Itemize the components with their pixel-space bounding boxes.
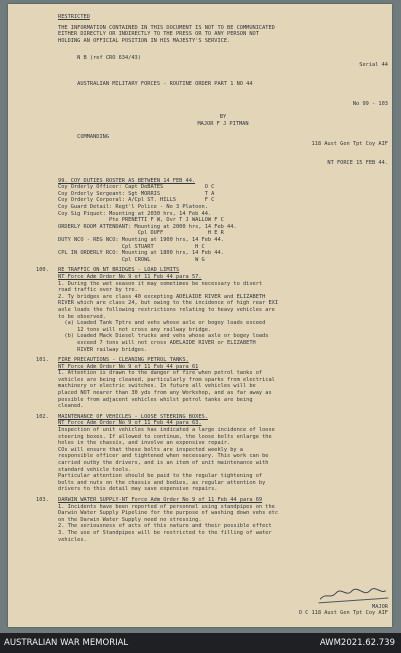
paragraph-line: vehicles are being cleaned, particularly from sparks from electrical — [58, 376, 275, 383]
duty-line: Coy Guard Detail: Regt'l Police - No 3 Platoon. — [58, 204, 208, 211]
unit-name: 118 Aust Gen Tpt Coy AIF — [311, 140, 388, 147]
paragraph-line: exceed 7 tons will not cross ADELAIDE RIVER or ELIZABETH — [58, 339, 256, 346]
paragraph-line: on the Darwin Water Supply need no stressing. — [58, 516, 202, 523]
commanding-label: COMMANDING — [77, 134, 110, 141]
paragraph-100 — [36, 267, 388, 353]
paragraph-line: responsible officer and tightened when necessary. This work can be — [58, 453, 269, 460]
paragraph-reference: NT Force Adm Order No 9 of 11 Feb 44 para 57. — [58, 273, 202, 280]
duties-heading: 99. COY DUTIES ROSTER AS BETWEEN 14 FEB 44. — [58, 177, 196, 184]
duty-line: Cpl DUFF H E R — [58, 230, 224, 237]
paragraph-line: RIVER which are class 24, but owing to the incidence of high rear EXI — [58, 300, 279, 307]
paragraph-line: steering boxes. If allowed to continue, the loose bolts enlarge the — [58, 433, 272, 440]
handwritten-signature — [318, 586, 389, 604]
order-title: AUSTRALIAN MILITARY FORCES - ROUTINE ORDER PART 1 NO 44 — [77, 81, 253, 88]
paragraph-line: 2. The seriousness of acts of this nature and their possible effect — [58, 523, 272, 530]
signature-unit: O C 118 Aust Gen Tpt Coy AIF — [298, 610, 388, 617]
paragraph-line: 2. Ty bridges are class 40 excepting ADELAIDE RIVER and ELIZABETH — [58, 293, 266, 300]
paragraph-line: 3. The use of Standpipes will be restricted to the filling of water — [58, 529, 272, 536]
paragraph-line: (a) Loaded Tank Tptrs and vehs whose axle or bogey loads exceed — [58, 320, 266, 327]
date-place: NT FORCE 15 FEB 44. — [327, 160, 388, 167]
footer-institution: AUSTRALIAN WAR MEMORIAL — [4, 638, 129, 648]
paragraph-line: cleaned. — [58, 403, 84, 410]
paragraph-number: 100. — [36, 267, 49, 274]
paragraph-line: Particular attention should be paid to the regular tightening of — [58, 473, 263, 480]
duty-line: Coy Orderly Sergeant: Sgt MORRIS T A — [58, 190, 215, 197]
order-numbers: No 99 - 103 — [352, 101, 388, 108]
paragraph-line: to be observed. — [58, 313, 106, 320]
paragraph-line: 1. Attention is drawn to the danger of fire when petrol tanks of — [58, 370, 263, 377]
duty-line: Cpl STUART H C — [58, 243, 205, 250]
footer-accession-number: AWM2021.62.739 — [319, 638, 395, 648]
paragraph-103 — [36, 496, 388, 543]
paragraph-line: (b) Loaded Mack Diesel trucks and vehs whose axle or bogey loads — [58, 333, 269, 340]
paragraph-reference: NT Force Adm Order No 9 of 11 Feb 44 para 61 — [58, 363, 199, 370]
duty-line: Coy Orderly Corporal: A/Cpl ST. HILLS F C — [58, 197, 215, 204]
routine-order-text — [36, 14, 388, 543]
paragraph-number: 101. — [36, 357, 49, 364]
duty-line: Pte PRENETTI F W, Dvr T J WALLOW F C — [58, 217, 224, 224]
duty-line: ORDERLY ROOM ATTENDANT: Mounting at 2000 hrs, 14 Feb 44. — [58, 223, 237, 230]
archive-footer — [0, 633, 401, 653]
serial-number: Serial 44 — [359, 61, 388, 68]
paragraph-number: 103. — [36, 496, 49, 503]
document-page — [8, 4, 392, 627]
duty-line: CPL IN ORDERLY RCO: Mounting at 1800 hrs, 14 Feb 44. — [58, 250, 224, 257]
paragraph-line: 12 tons will not cross any railway bridge. — [58, 326, 212, 333]
notice-line: HOLDING AN OFFICIAL POSITION IN HIS MAJESTY'S SERVICE. — [58, 37, 231, 44]
reference-number: N B (ref CRO 634/43) — [77, 54, 141, 61]
paragraph-line: 1. Incidents have been reported of personnel using standpipes on the — [58, 503, 275, 510]
paragraph-heading: DARWIN WATER SUPPLY-NT Force Adm Order No 9 of 11 Feb 44 para 69 — [58, 496, 263, 503]
paragraph-102 — [36, 413, 388, 493]
paragraph-line: 1. During the wet season it may sometimes be necessary to divert — [58, 280, 263, 287]
paragraph-reference: NT Force Adm Order No 9 of 11 Feb 44 para 63. — [58, 420, 202, 427]
paragraph-line: RIVER railway bridges. — [58, 346, 148, 353]
author-name: MAJOR F J PITMAN — [197, 120, 249, 127]
paragraph-line: possible from adjacent vehicles whilst petrol tanks are being — [58, 396, 253, 403]
paragraph-line: Darwin Water Supply Pipeline for the purpose of washing down vehs etc — [58, 510, 279, 517]
notice-line: EITHER DIRECTLY OR INDIRECTLY TO THE PRESS OR TO ANY PERSON NOT — [58, 31, 259, 38]
paragraph-line: placed NOT nearer than 30 yds from any Workshop, and as far away as — [58, 390, 272, 397]
duty-line: Coy Sig Piquet: Mounting at 2030 hrs, 14 Feb 44. — [58, 210, 212, 217]
paragraph-line: bolts and nuts on the chassis and bodies, as regular attention by — [58, 479, 266, 486]
signature-rank: MAJOR — [372, 603, 388, 610]
duty-line: Cpl CROWL W G — [58, 256, 205, 263]
paragraph-line: holes in the chassis, and involve an expensive repair. — [58, 440, 231, 447]
paragraph-heading: MAINTENANCE OF VEHICLES - LOOSE STEERING BOXES. — [58, 413, 208, 420]
paragraph-line: standard vehicle tools. — [58, 466, 132, 473]
paragraph-101 — [36, 357, 388, 410]
notice-line: THE INFORMATION CONTAINED IN THIS DOCUMENT IS NOT TO BE COMMUNICATED — [58, 24, 275, 31]
paragraph-line: drivers to this detail may save expensive repairs. — [58, 486, 218, 493]
paragraph-line: machinery or electric switches. In future all vehicles will be — [58, 383, 256, 390]
paragraph-line: Inspection of unit vehicles has indicated a large incidence of loose — [58, 427, 275, 434]
paragraph-line: vehicles. — [58, 536, 87, 543]
duty-line: Coy Orderly Officer: Capt DeBATES O C — [58, 184, 215, 191]
duty-line: DUTY NCO - REG NCO: Mounting at 1900 hrs, 14 Feb 44. — [58, 237, 224, 243]
paragraph-heading: RE TRAFFIC ON NT BRIDGES - LOAD LIMITS — [58, 267, 180, 274]
by-label: BY — [219, 114, 227, 121]
paragraph-line: carried outby the drivers, and is an item of unit maintenance with — [58, 460, 269, 466]
paragraph-line: COs will ensure that these bolts are inspected weekly by a — [58, 446, 243, 453]
paragraph-number: 102. — [36, 413, 49, 420]
paragraph-heading: FIRE PRECAUTIONS - CLEANING PETROL TANKS. — [58, 357, 189, 364]
paragraph-line: axle loads the following restrictions relating to heavy vehicles are — [58, 306, 275, 313]
classification-label: RESTRICTED — [58, 14, 90, 20]
signature-block — [299, 588, 388, 617]
paragraph-line: road traffic over by tre. — [58, 287, 138, 294]
